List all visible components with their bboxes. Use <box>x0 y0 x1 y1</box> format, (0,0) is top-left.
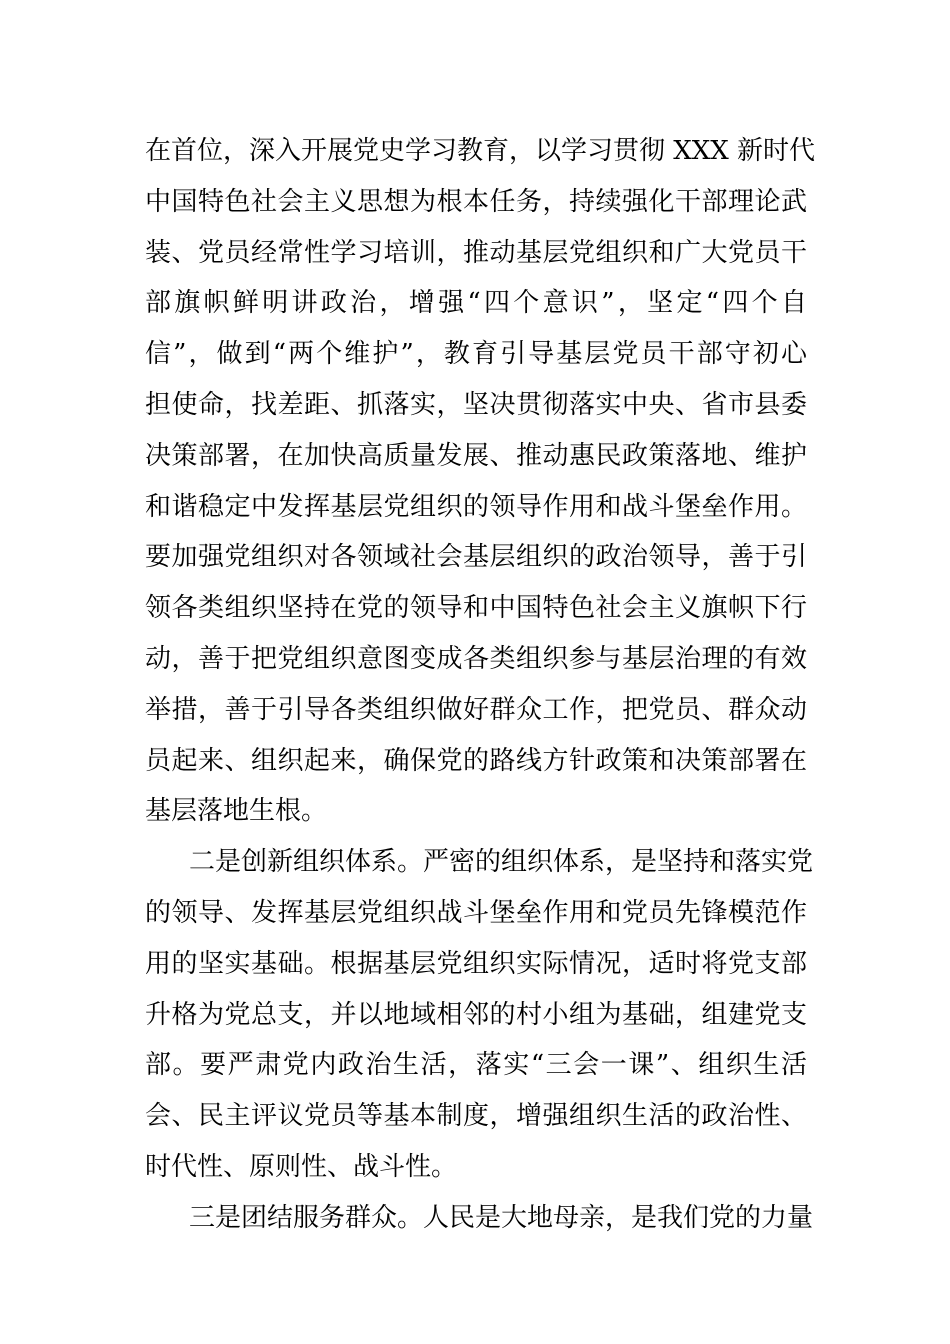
text-line: 要加强党组织对各领域社会基层组织的政治领导，善于引 <box>145 542 807 573</box>
text-line: 会、民主评议党员等基本制度，增强组织生活的政治性、 <box>145 1101 807 1132</box>
document-body <box>145 126 816 1244</box>
text-line: 基层落地生根。 <box>145 796 328 827</box>
text-line: 二是创新组织体系。严密的组织体系，是坚持和落实党 <box>189 847 814 878</box>
paragraph-continuation <box>145 126 816 837</box>
text-line: 决策部署，在加快高质量发展、推动惠民政策落地、维护 <box>145 440 807 471</box>
text-line: 举措，善于引导各类组织做好群众工作，把党员、群众动 <box>145 694 807 725</box>
text-line: 部。要严肃党内政治生活，落实“三会一课”、组织生活 <box>145 1050 807 1081</box>
text-line: 升格为党总支，并以地域相邻的村小组为基础，组建党支 <box>145 999 807 1030</box>
text-line: 动，善于把党组织意图变成各类组织参与基层治理的有效 <box>145 643 807 674</box>
text-line: 信”，做到“两个维护”，教育引导基层党员干部守初心 <box>145 339 807 370</box>
text-line: 的领导、发挥基层党组织战斗堡垒作用和党员先锋模范作 <box>145 897 807 928</box>
text-line: 用的坚实基础。根据基层党组织实际情况，适时将党支部 <box>145 948 807 979</box>
text-line: 在首位，深入开展党史学习教育，以学习贯彻 XXX 新时代 <box>145 136 816 166</box>
text-line: 担使命，找差距、抓落实，坚决贯彻落实中央、省市县委 <box>145 389 807 420</box>
text-line: 时代性、原则性、战斗性。 <box>145 1151 458 1182</box>
text-line: 员起来、组织起来，确保党的路线方针政策和决策部署在 <box>145 745 807 776</box>
text-line: 三是团结服务群众。人民是大地母亲，是我们党的力量 <box>189 1202 814 1233</box>
text-line: 领各类组织坚持在党的领导和中国特色社会主义旗帜下行 <box>145 593 807 624</box>
paragraph-organization-system <box>145 837 814 1193</box>
text-line: 中国特色社会主义思想为根本任务，持续强化干部理论武 <box>145 186 807 217</box>
text-line: 和谐稳定中发挥基层党组织的领导作用和战斗堡垒作用。 <box>145 491 807 522</box>
text-line: 部旗帜鲜明讲政治，增强“四个意识”，坚定“四个自 <box>145 288 807 319</box>
text-line: 装、党员经常性学习培训，推动基层党组织和广大党员干 <box>145 237 807 268</box>
paragraph-serve-masses <box>145 1193 814 1244</box>
